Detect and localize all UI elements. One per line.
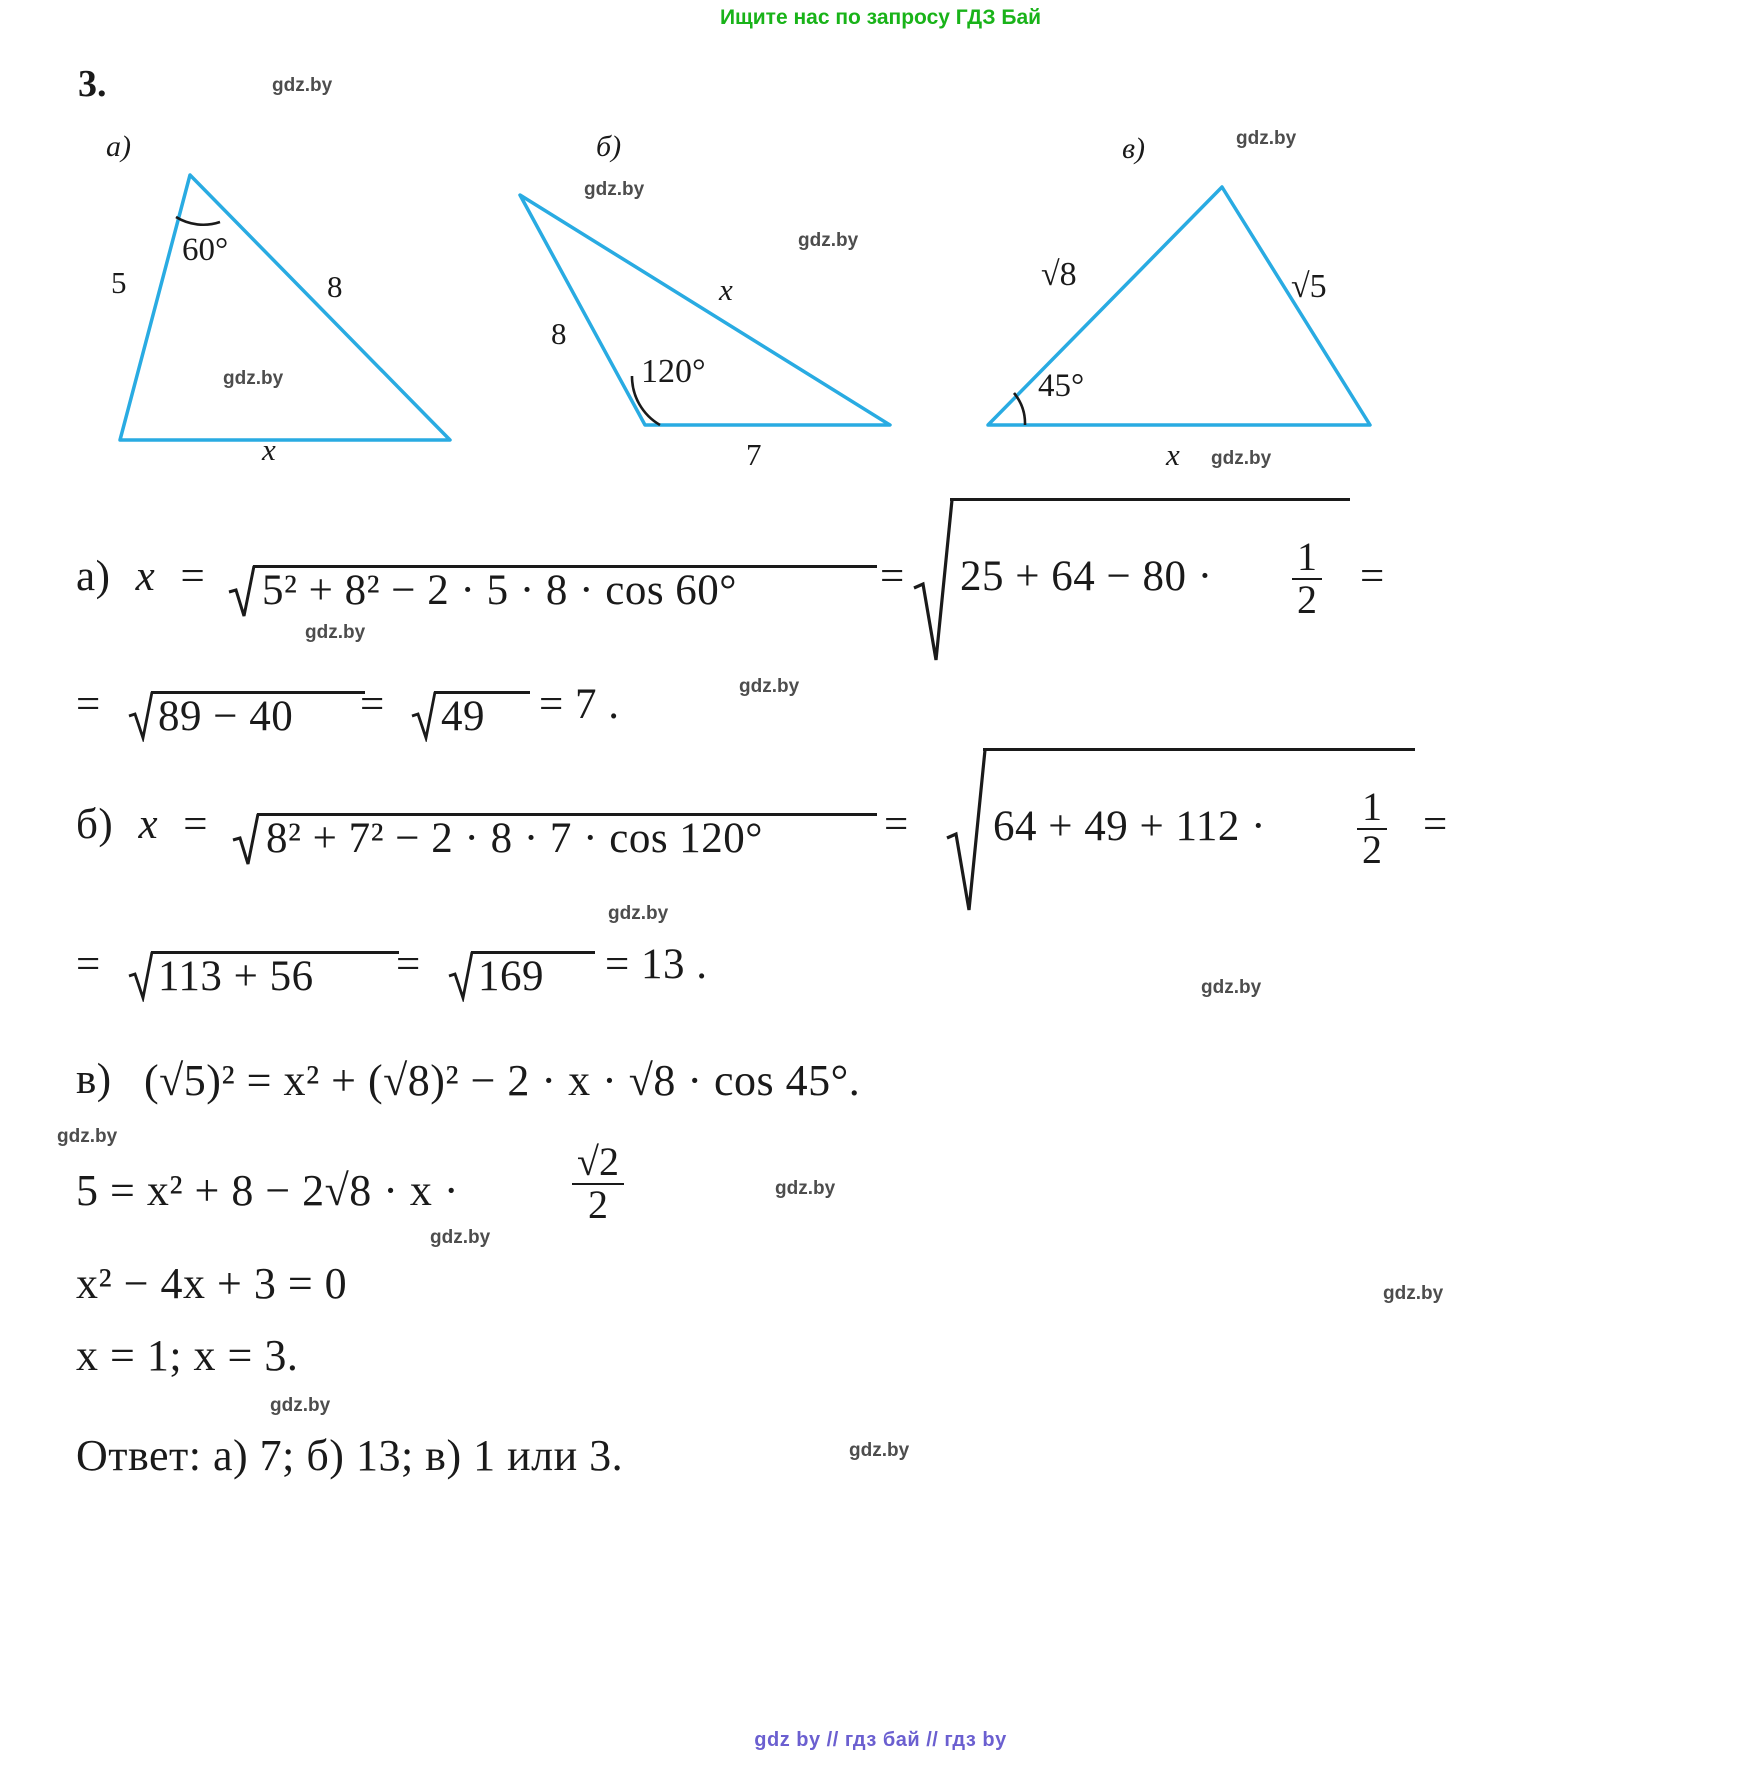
solution-b2-mid: = [396,941,421,988]
radicand-b3: 113 + 56 [158,953,314,1000]
figure-v-side-right: √5 [1291,268,1327,305]
watermark: gdz.by [270,1395,331,1416]
solution-line-a1 [76,552,205,601]
figure-b-side-top: x [719,272,733,307]
site-footer: gdz by // гдз бай // гдз by [754,1729,1007,1751]
figure-v-triangle [970,175,1390,440]
solution-b2-start: = [76,941,101,988]
solution-b2-end: = 13 . [605,941,708,988]
watermark: gdz.by [775,1178,836,1199]
solution-b-var: x [138,801,159,848]
watermark: gdz.by [223,368,284,389]
solution-a2-start: = [76,681,101,728]
watermark: gdz.by [584,179,645,200]
watermark: gdz.by [1201,977,1262,998]
solution-b-eq: = [183,801,209,848]
watermark: gdz.by [608,903,669,924]
watermark: gdz.by [849,1440,910,1461]
solution-a-eq: = [180,553,206,600]
solution-v-line2-pre: 5 = x² + 8 − 2√8 · x · [76,1166,460,1215]
figure-a-triangle [100,160,480,450]
figure-v-base: x [1166,437,1180,472]
fraction-a-half [1292,534,1322,622]
fraction-a-den: 2 [1292,578,1322,621]
watermark: gdz.by [739,676,800,697]
figure-a-base: x [262,432,276,467]
solution-v-line3: x² − 4x + 3 = 0 [76,1259,348,1308]
figure-v-label: в) [1122,132,1146,165]
solution-b1-end: = [1423,801,1448,848]
figure-a-side-right: 8 [327,269,343,304]
radicand-a1: 5² + 8² − 2 · 5 · 8 · cos 60° [262,567,738,614]
fraction-a-num: 1 [1297,534,1317,579]
figure-a-angle: 60° [182,232,229,268]
solution-a2-end: = 7 . [539,681,620,728]
radicand-b1: 8² + 7² − 2 · 8 · 7 · cos 120° [266,815,764,862]
figure-b-base: 7 [746,437,762,472]
radicand-a3: 89 − 40 [158,693,294,740]
radicand-a2-pre: 25 + 64 − 80 · [960,553,1213,600]
figure-b-triangle [500,180,920,450]
solution-a1-end: = [1360,553,1385,600]
solution-b1-tail: = [884,801,909,848]
solution-a1-tail: = [880,553,905,600]
solution-a-prefix: а) [76,553,111,600]
figure-v-angle: 45° [1038,368,1085,404]
solution-line-b1 [76,800,208,849]
fraction-b-num: 1 [1362,784,1382,829]
solution-v-line4: x = 1; x = 3. [76,1331,299,1380]
radicand-b4: 169 [478,953,544,1000]
watermark: gdz.by [1236,128,1297,149]
figure-b-label: б) [596,130,622,163]
radicand-b2-pre: 64 + 49 + 112 · [993,803,1266,850]
task-number: 3. [78,63,107,105]
solution-v-prefix: в) [76,1056,112,1103]
figure-b-angle: 120° [641,353,706,390]
solution-a-var: x [135,553,156,600]
figure-a-side-left: 5 [111,265,127,300]
fraction-b-half [1357,784,1387,872]
watermark: gdz.by [305,622,366,643]
figure-a-label: а) [106,130,131,163]
fraction-sqrt2-over-2 [572,1139,624,1227]
fraction-v-den: 2 [572,1183,624,1226]
fraction-v-num: √2 [577,1139,619,1184]
watermark: gdz.by [798,230,859,251]
watermark: gdz.by [1211,448,1272,469]
watermark: gdz.by [57,1126,118,1147]
fraction-b-den: 2 [1357,828,1387,871]
watermark: gdz.by [1383,1283,1444,1304]
solution-a2-mid: = [360,681,385,728]
watermark: gdz.by [430,1227,491,1248]
radicand-a4: 49 [441,693,485,740]
figure-v-side-left: √8 [1041,256,1077,293]
figure-b-side-left: 8 [551,316,567,351]
solution-b-prefix: б) [76,801,114,848]
watermark: gdz.by [272,75,333,96]
promo-banner: Ищите нас по запросу ГДЗ Бай [719,6,1042,29]
solution-v-line1: (√5)² = x² + (√8)² − 2 · x · √8 · cos 45°. [144,1056,861,1105]
answer-line: Ответ: а) 7; б) 13; в) 1 или 3. [76,1431,624,1480]
